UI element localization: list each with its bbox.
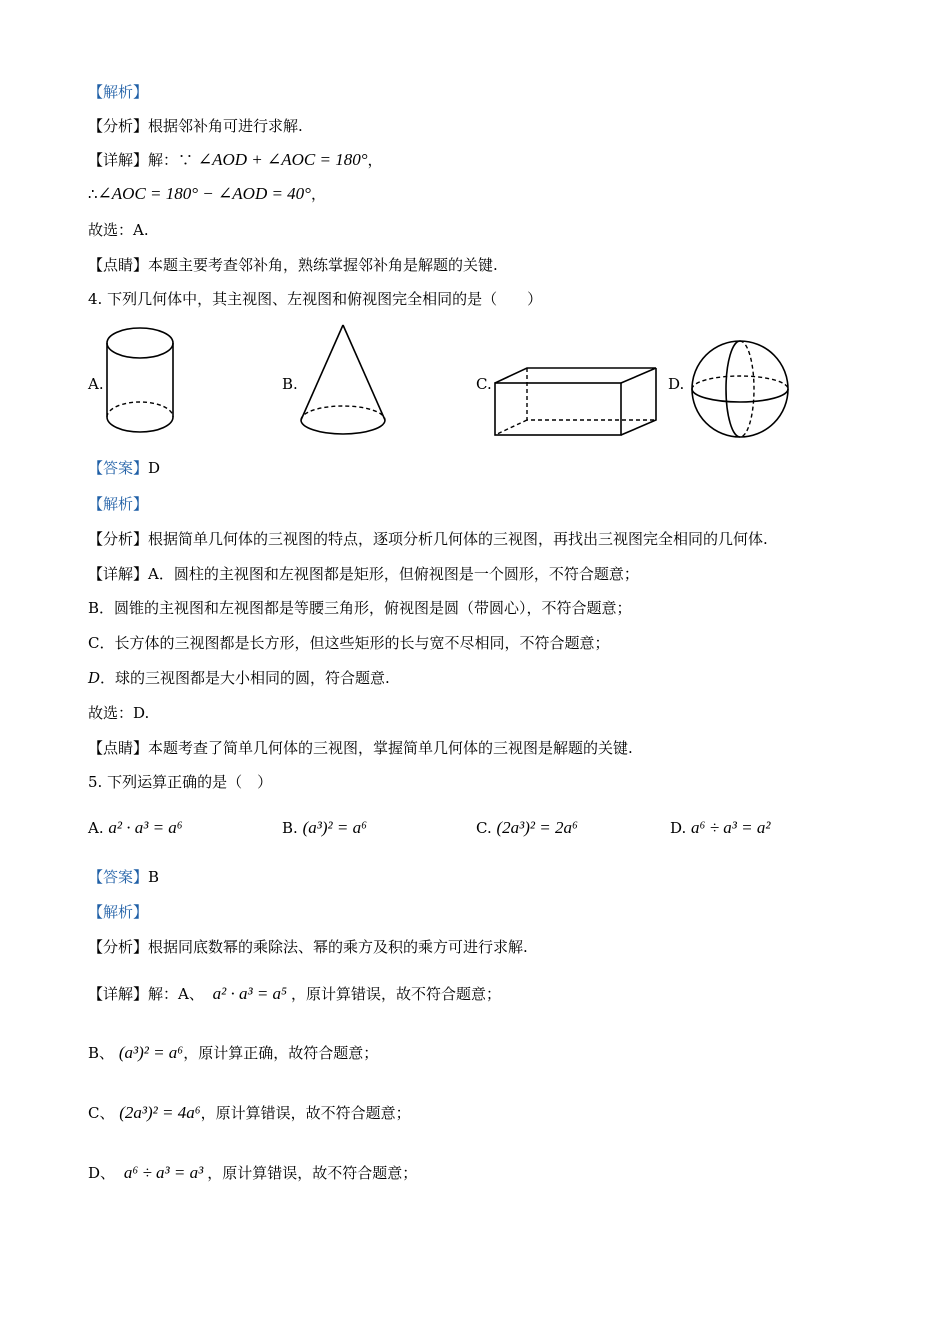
q4-detail-c: C．长方体的三视图都是长方形，但这些矩形的长与宽不尽相同，不符合题意； xyxy=(88,634,610,652)
sphere-icon xyxy=(688,340,792,440)
q4-jiexi-heading xyxy=(88,494,148,514)
q4-detail-b: B．圆锥的主视图和左视图都是等腰三角形，俯视图是圆（带圆心），不符合题意； xyxy=(88,599,632,617)
detail-b-text: ，原计算正确，故符合题意； xyxy=(183,1044,379,1062)
cuboid-icon xyxy=(492,365,662,440)
fenxi-text: 根据简单几何体的三视图的特点，逐项分析几何体的三视图，再找出三视图完全相同的几何体. xyxy=(148,530,768,548)
q3-detail-line2 xyxy=(88,184,326,204)
q4-answer xyxy=(88,458,160,478)
fenxi-tag: 【分析】 xyxy=(88,117,149,135)
q5-option-a xyxy=(88,818,183,838)
option-label: B. xyxy=(282,819,298,837)
q4-choose: 故选：D. xyxy=(88,704,150,722)
xiangjie-lead: 解：A、 xyxy=(148,985,204,1003)
detail-d-text: ，原计算错误，故不符合题意； xyxy=(207,1164,418,1182)
q4-analysis xyxy=(88,529,768,549)
q4-option-c-label: C. xyxy=(476,375,492,393)
detail-a-text: A．圆柱的主视图和左视图都是矩形，但俯视图是一个圆形，不符合题意； xyxy=(148,565,639,583)
answer-value: D xyxy=(148,459,161,477)
option-expression: (a³)² = a⁶ xyxy=(302,818,367,837)
q5-stem: 5. 下列运算正确的是（ ） xyxy=(88,773,273,791)
q5-option-c xyxy=(476,818,578,838)
therefore-symbol: ∴ xyxy=(88,185,98,203)
detail-d-label: D、 xyxy=(88,1164,116,1182)
detail-b-expression: (a³)² = a⁶ xyxy=(118,1043,184,1062)
fenxi-text: 根据同底数幂的乘除法、幂的乘方及积的乘方可进行求解. xyxy=(148,938,528,956)
detail-a-expression: a² · a³ = a⁵ xyxy=(212,984,287,1003)
xiangjie-tag: 【详解】 xyxy=(88,151,149,169)
detail-c-expression: (2a³)² = 4a⁶ xyxy=(119,1103,201,1122)
xiangjie-tag: 【详解】 xyxy=(88,565,149,583)
q5-detail-a xyxy=(88,984,501,1004)
cone-icon xyxy=(298,322,390,440)
answer-value: B xyxy=(148,868,160,886)
option-label: D. xyxy=(670,819,687,837)
detail-d-text: ．球的三视图都是大小相同的圆，符合题意. xyxy=(100,669,390,687)
q4-option-d-label: D. xyxy=(668,375,685,393)
q5-answer xyxy=(88,867,159,887)
detail-c-text: ，原计算错误，故不符合题意； xyxy=(200,1104,411,1122)
jiexi-tag: 【解析】 xyxy=(88,495,149,513)
option-expression: a² · a³ = a⁶ xyxy=(108,818,183,837)
q3-choose: 故选：A. xyxy=(88,221,149,239)
q5-analysis xyxy=(88,937,528,957)
q4-detail-d xyxy=(88,668,390,688)
q3-analysis xyxy=(88,116,303,136)
equation-2: ∠AOC = 180° − ∠AOD = 40° xyxy=(97,184,311,203)
dianjing-text: 本题主要考查邻补角，熟练掌握邻补角是解题的关键. xyxy=(148,256,498,274)
q4-detail-a xyxy=(88,564,639,584)
jiexi-tag: 【解析】 xyxy=(88,903,149,921)
cylinder-icon xyxy=(102,325,182,440)
answer-tag: 【答案】 xyxy=(88,868,149,886)
fenxi-text: 根据邻补角可进行求解. xyxy=(148,117,303,135)
dianjing-text: 本题考查了简单几何体的三视图，掌握简单几何体的三视图是解题的关键. xyxy=(148,739,633,757)
q5-detail-b xyxy=(88,1043,378,1063)
q3-comment xyxy=(88,255,498,275)
q3-jiexi-heading xyxy=(88,82,148,102)
q4-option-b-label: B. xyxy=(282,375,298,393)
dianjing-tag: 【点睛】 xyxy=(88,739,149,757)
jiexi-tag: 【解析】 xyxy=(88,83,149,101)
punct: ， xyxy=(367,151,383,169)
because-symbol: ∵ xyxy=(178,151,194,169)
detail-b-label: B、 xyxy=(88,1044,115,1062)
equation-1: ∠AOD + ∠AOC = 180° xyxy=(197,150,368,169)
q5-jiexi-heading xyxy=(88,902,148,922)
fenxi-tag: 【分析】 xyxy=(88,938,149,956)
detail-a-text: ，原计算错误，故不符合题意； xyxy=(290,985,501,1003)
q4-stem: 4. 下列几何体中，其主视图、左视图和俯视图完全相同的是（ ） xyxy=(88,290,543,308)
q4-option-a-label: A. xyxy=(88,375,104,393)
punct: ， xyxy=(311,185,327,203)
option-label: C. xyxy=(476,819,492,837)
q5-option-d xyxy=(670,818,770,838)
dianjing-tag: 【点睛】 xyxy=(88,256,149,274)
detail-c-label: C、 xyxy=(88,1104,115,1122)
detail-d-letter: D xyxy=(88,669,101,687)
q3-detail-line1 xyxy=(88,150,383,170)
q5-detail-c xyxy=(88,1103,411,1123)
q5-option-b xyxy=(282,818,367,838)
xiangjie-tag: 【详解】 xyxy=(88,985,149,1003)
option-expression: a⁶ ÷ a³ = a² xyxy=(691,818,771,837)
q5-detail-d xyxy=(88,1163,417,1183)
detail-d-expression: a⁶ ÷ a³ = a³ xyxy=(123,1163,204,1182)
fenxi-tag: 【分析】 xyxy=(88,530,149,548)
xiangjie-lead: 解： xyxy=(148,151,179,169)
q4-comment xyxy=(88,738,633,758)
option-expression: (2a³)² = 2a⁶ xyxy=(496,818,578,837)
option-label: A. xyxy=(88,819,104,837)
answer-tag: 【答案】 xyxy=(88,459,149,477)
